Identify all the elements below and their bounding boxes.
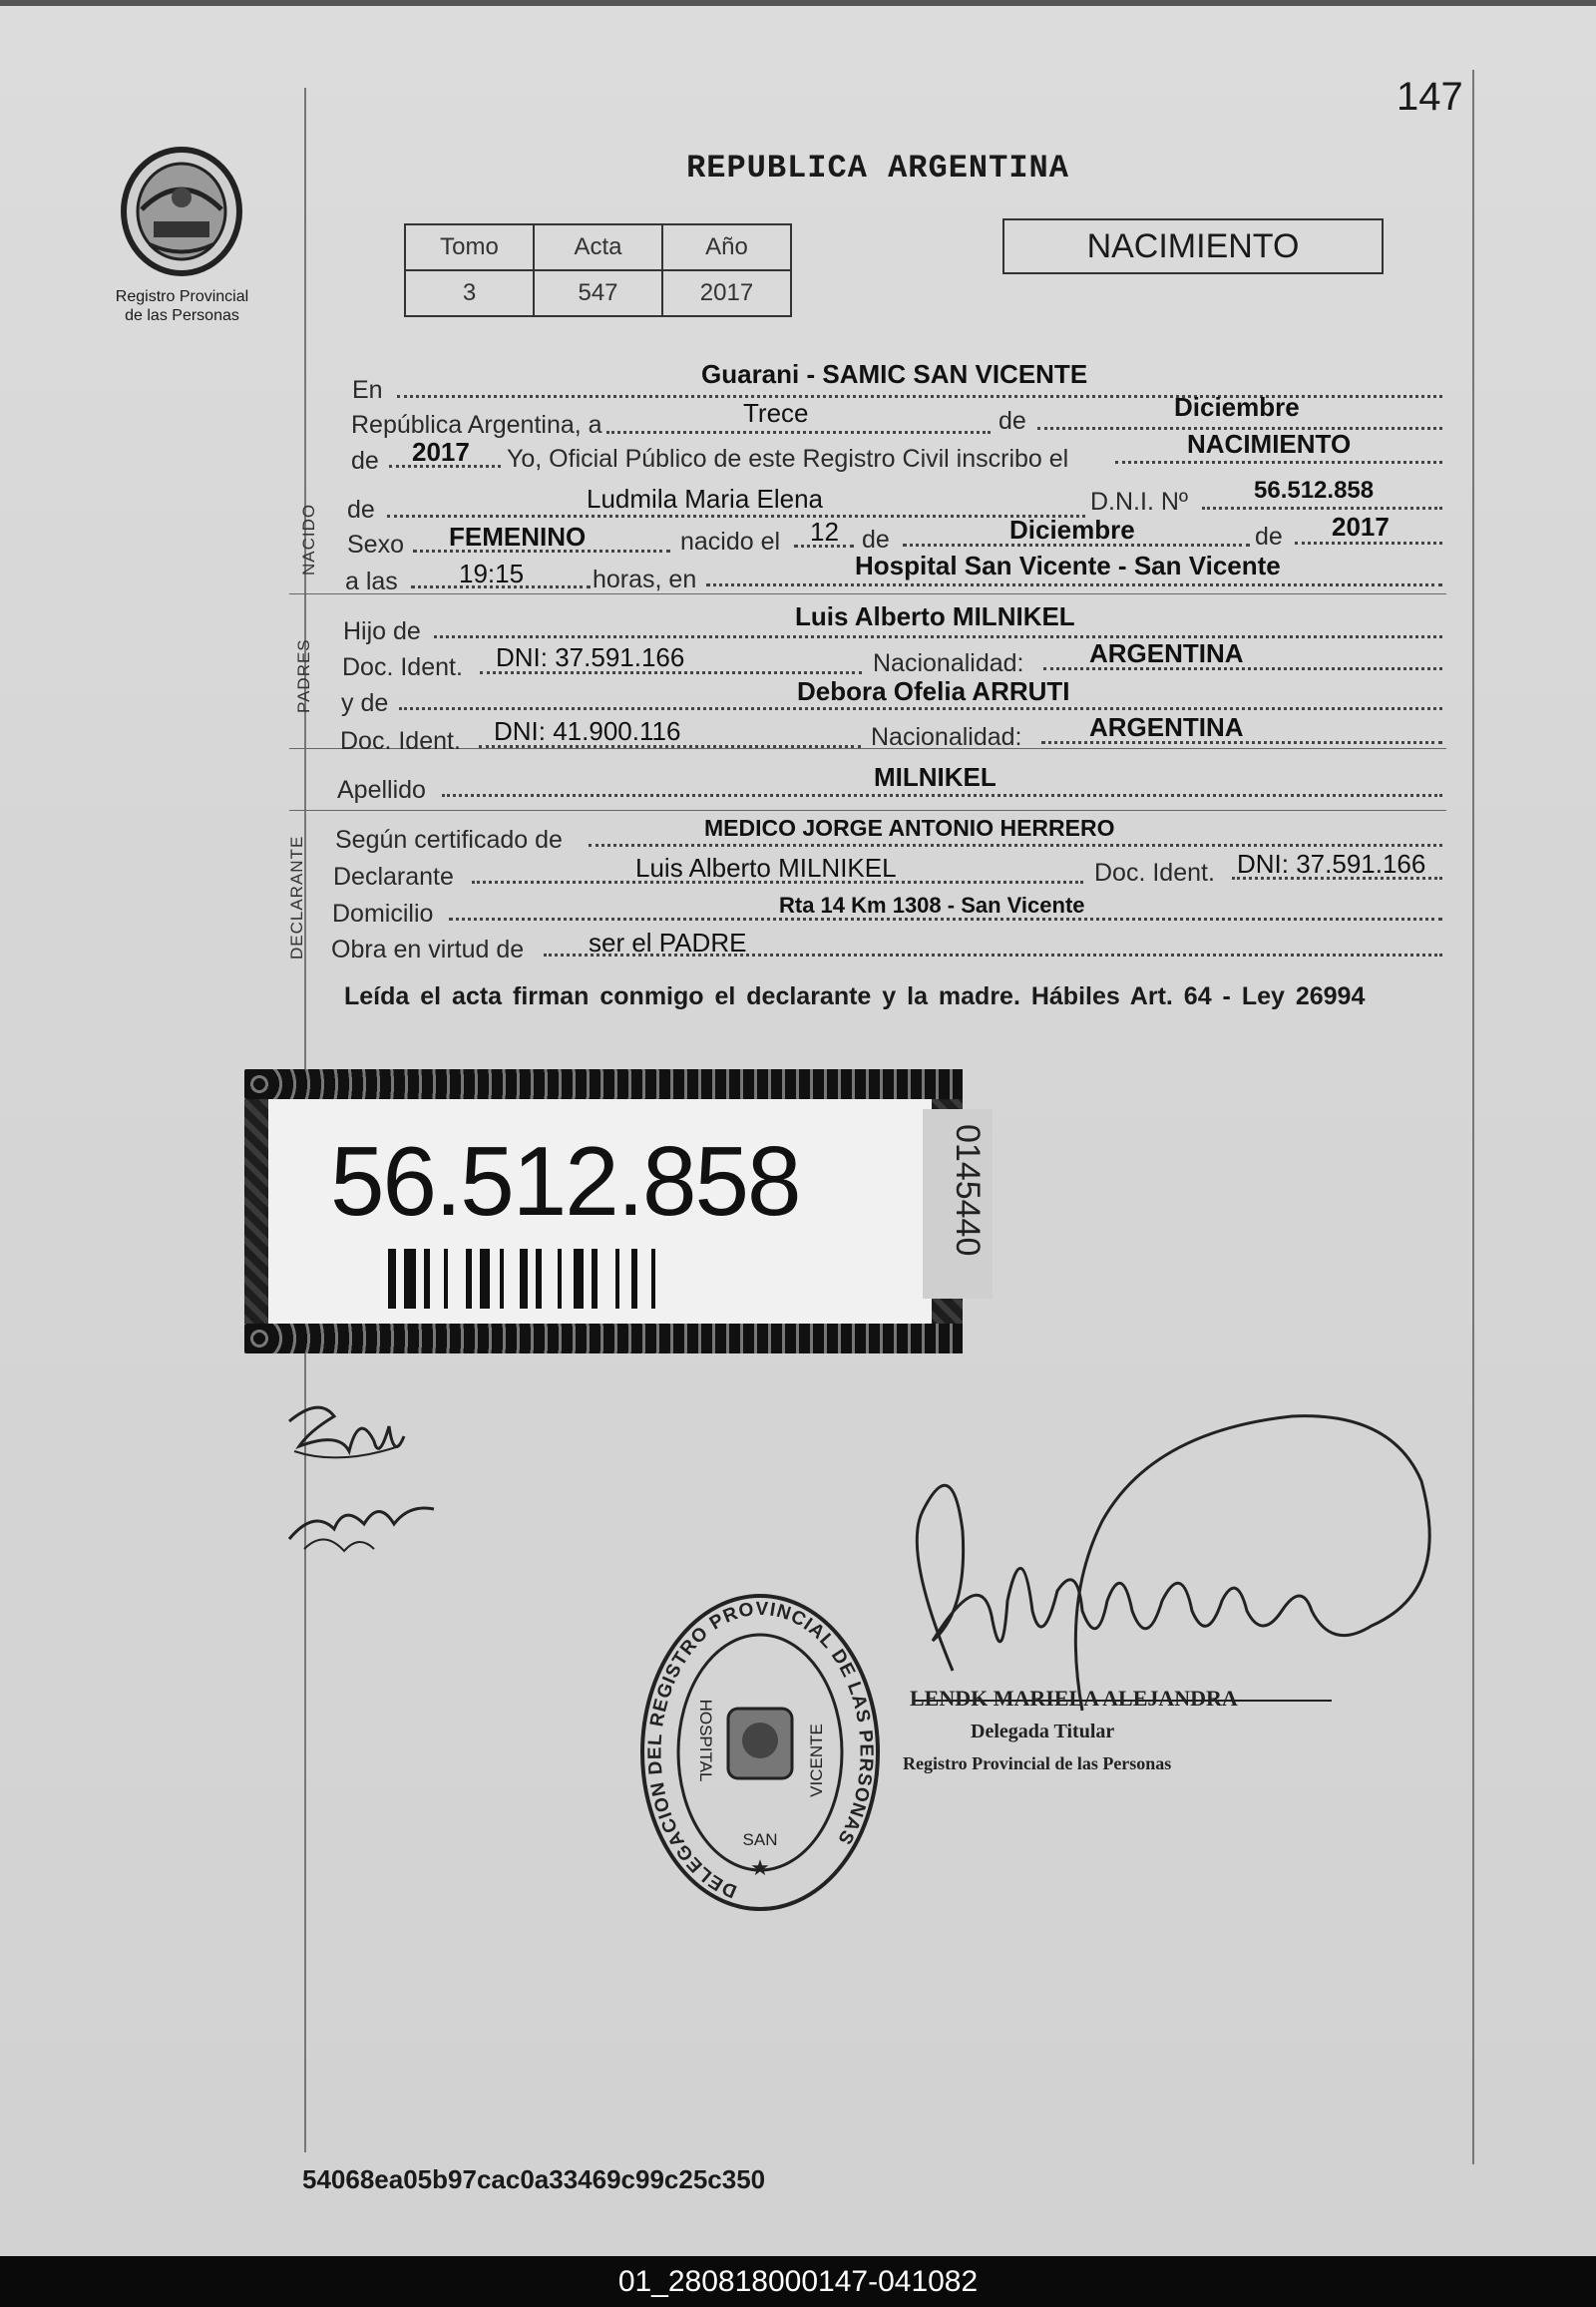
value-hora: 19:15 xyxy=(459,559,525,588)
label-doc-ident-2: Doc. Ident. xyxy=(340,727,461,755)
dotted-line xyxy=(1115,461,1442,464)
value-domicilio: Rta 14 Km 1308 - San Vicente xyxy=(779,893,1085,918)
label-hijo-de: Hijo de xyxy=(343,617,421,645)
barcode-bar xyxy=(404,1249,416,1309)
reference-value-row xyxy=(405,270,791,316)
barcode-bar xyxy=(520,1249,528,1309)
value-madre: Debora Ofelia ARRUTI xyxy=(797,676,1070,706)
sticker-pattern-band xyxy=(244,1324,963,1353)
record-type-box: NACIMIENTO xyxy=(1002,218,1384,274)
value-declarante: Luis Alberto MILNIKEL xyxy=(635,853,897,883)
label-apellido: Apellido xyxy=(337,776,426,804)
barcode-bar xyxy=(651,1249,655,1309)
value-padre: Luis Alberto MILNIKEL xyxy=(795,601,1075,631)
barcode-bar xyxy=(466,1249,472,1309)
label-nacido-el: nacido el xyxy=(680,528,781,556)
barcode-bar xyxy=(631,1249,637,1309)
logo-caption-line-2: de las Personas xyxy=(125,307,239,324)
value-acta: 547 xyxy=(534,270,662,316)
value-lugar-nac: Hospital San Vicente - San Vicente xyxy=(855,551,1281,580)
dotted-line xyxy=(442,794,1442,797)
value-declarante-doc: DNI: 37.591.166 xyxy=(1237,849,1426,879)
dni-sticker xyxy=(244,1069,987,1353)
document-title: REPUBLICA ARGENTINA xyxy=(686,150,1069,187)
label-y-de: y de xyxy=(341,689,389,717)
misiones-coat-of-arms-icon xyxy=(112,140,251,279)
sticker-label xyxy=(268,1099,932,1324)
value-mes-nac: Diciembre xyxy=(1009,515,1135,545)
seal-ring-text: DELEGACION DEL REGISTRO PROVINCIAL DE LAS PERSONAS xyxy=(644,1598,877,1902)
closing-statement: Leída el acta firman conmigo el declarante y la madre. Hábiles Art. 64 - Ley 26994 xyxy=(344,982,1366,1010)
reference-header-row xyxy=(405,224,791,270)
dotted-line xyxy=(399,707,1442,710)
barcode-bar xyxy=(558,1249,562,1309)
separator-nacido-padres xyxy=(289,593,1446,594)
label-a-las: a las xyxy=(345,568,398,595)
label-nacionalidad-1: Nacionalidad: xyxy=(873,649,1024,677)
value-anio: 2017 xyxy=(412,437,470,467)
value-obra: ser el PADRE xyxy=(589,928,747,958)
separator-padres-apellido xyxy=(289,748,1446,749)
label-de-4: de xyxy=(862,526,890,554)
sticker-pattern-band xyxy=(244,1069,963,1099)
value-sexo: FEMENINO xyxy=(449,522,587,552)
separator-apellido-declarante xyxy=(289,810,1446,811)
barcode-bar xyxy=(574,1249,584,1309)
dotted-line xyxy=(434,635,1442,638)
section-label-padres: PADRES xyxy=(294,638,313,713)
label-segun: Según certificado de xyxy=(335,826,563,854)
header-tomo: Tomo xyxy=(405,224,534,270)
label-republica: República Argentina, a xyxy=(351,411,602,439)
label-nacionalidad-2: Nacionalidad: xyxy=(871,723,1022,751)
value-padre-nac: ARGENTINA xyxy=(1089,638,1244,668)
official-title: Delegada Titular xyxy=(971,1721,1115,1742)
signature-official-icon xyxy=(893,1411,1441,1730)
logo-caption-line-1: Registro Provincial xyxy=(115,288,249,305)
barcode-bar xyxy=(480,1249,490,1309)
value-anio-nac: 2017 xyxy=(1332,512,1390,542)
value-certificado: MEDICO JORGE ANTONIO HERRERO xyxy=(704,815,1115,841)
official-seal-icon xyxy=(638,1591,883,1915)
signature-madre-icon xyxy=(284,1489,439,1559)
official-name: LENDK MARIELA ALEJANDRA xyxy=(910,1686,1238,1711)
right-margin-line xyxy=(1472,70,1474,2164)
label-doc-ident-1: Doc. Ident. xyxy=(342,653,463,681)
header-acta: Acta xyxy=(534,224,662,270)
page-top-edge xyxy=(0,0,1596,6)
value-tomo: 3 xyxy=(405,270,534,316)
value-apellido: MILNIKEL xyxy=(874,762,997,792)
barcode-bar xyxy=(615,1249,619,1309)
dotted-line xyxy=(706,583,1442,586)
section-label-declarante: DECLARANTE xyxy=(287,835,306,960)
value-padre-doc: DNI: 37.591.166 xyxy=(496,642,685,672)
dotted-line xyxy=(589,844,1442,847)
label-horas: horas, en xyxy=(593,566,697,593)
value-dni: 56.512.858 xyxy=(1254,477,1375,504)
sticker-serial: 0145440 xyxy=(949,1124,987,1257)
value-dia-nac: 12 xyxy=(810,517,839,547)
label-sexo: Sexo xyxy=(347,531,404,559)
seal-inner-left: HOSPITAL xyxy=(696,1699,715,1782)
value-madre-doc: DNI: 41.900.116 xyxy=(494,716,681,746)
seal-inner-bottom: SAN xyxy=(742,1830,778,1849)
reference-table xyxy=(404,223,792,317)
footer-file-id: 01_280818000147-041082 xyxy=(0,2256,1596,2307)
barcode-bar xyxy=(388,1249,396,1309)
barcode-bar xyxy=(444,1249,448,1309)
value-nombre: Ludmila Maria Elena xyxy=(587,484,824,514)
label-dni: D.N.I. Nº xyxy=(1090,488,1189,516)
value-madre-nac: ARGENTINA xyxy=(1089,712,1244,742)
barcode-bar xyxy=(424,1249,430,1309)
label-doc-ident-3: Doc. Ident. xyxy=(1094,859,1215,887)
dotted-line xyxy=(387,515,1085,518)
label-declarante: Declarante xyxy=(333,863,454,891)
label-de-5: de xyxy=(1255,523,1283,551)
value-acto: NACIMIENTO xyxy=(1187,429,1352,459)
value-anio: 2017 xyxy=(662,270,791,316)
label-de-3: de xyxy=(347,496,375,524)
label-de-2: de xyxy=(351,447,379,475)
barcode-bar xyxy=(500,1249,504,1309)
seal-star-icon: ★ xyxy=(750,1855,770,1880)
dotted-line xyxy=(1202,507,1442,510)
official-office: Registro Provincial de las Personas xyxy=(903,1753,1172,1773)
label-en: En xyxy=(352,376,383,404)
barcode-bar xyxy=(592,1249,598,1309)
section-label-nacido: NACIDO xyxy=(299,503,318,576)
value-dia-letras: Trece xyxy=(743,398,809,428)
dotted-line xyxy=(606,431,991,434)
header-anio: Año xyxy=(662,224,791,270)
seal-inner-right: VICENTE xyxy=(807,1724,826,1797)
label-de-1: de xyxy=(998,407,1026,435)
label-yo: Yo, Oficial Público de este Registro Civil inscribo el xyxy=(507,445,1069,473)
value-mes: Diciembre xyxy=(1174,392,1300,422)
label-obra: Obra en virtud de xyxy=(331,936,525,963)
label-domicilio: Domicilio xyxy=(332,900,434,928)
document-hash: 54068ea05b97cac0a33469c99c25c350 xyxy=(302,2164,766,2194)
value-lugar: Guarani - SAMIC SAN VICENTE xyxy=(701,359,1088,389)
sticker-number: 56.512.858 xyxy=(330,1126,800,1236)
barcode-icon xyxy=(388,1249,807,1309)
barcode-bar xyxy=(536,1249,542,1309)
signature-declarante-icon xyxy=(279,1391,409,1471)
logo-caption xyxy=(90,287,274,325)
page-number: 147 xyxy=(1396,75,1463,119)
